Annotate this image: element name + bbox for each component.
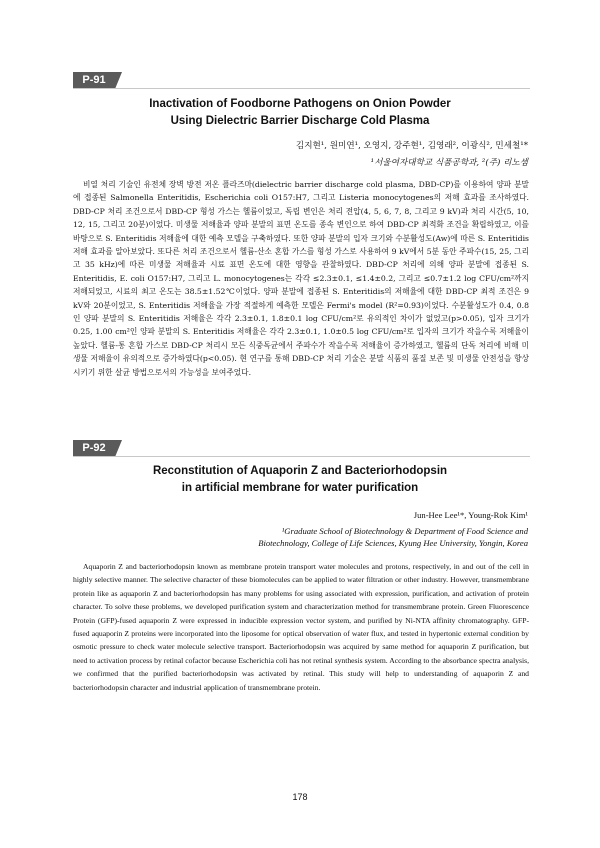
affiliation-line: ¹Graduate School of Biotechnology & Department of Food Science and: [281, 526, 528, 536]
abstract-title-line: in artificial membrane for water purification: [181, 482, 419, 494]
abstract-body: Aquaporin Z and bacteriorhodopsin known as membrane protein transport water molecules and protons, respectively, in and out of the cell in highly selective manner. The selective character of these biomolecules can be applied to water filtration or other industry. However, transmembrane protein like as aquaporin Z and bacteriorhodopsin has many problems for using associated with expression, purification, and activation of protein character. To solve these problems, we developed purification system and characterization method for transmembrane protein. Green Fluorescence Protein (GFP)-fused aquaporin Z were expressed in inducible expression vector system, and purified by Ni-NTA affinity chromatography. GFP-fused aquaporin Z proteins were incorporated into the liposome for optical observation of water flux, and tested in hypertonic external condition by osmotic pressure to check water molecule selective transport. Bacteriorhodopsin was acquired by same method for aquaporin Z purification, but need to activation process by retinal cofactor because Escherichia coli has not retinal synthesis system. According to the absorbance spectra analysis, we confirmed that the purified bacteriorhodopsin was activated by retinal. This study will help to understanding of aquaporin Z and bacteriorhodopsin character and industrial application of transmembrane protein.: [73, 562, 529, 692]
abstract-title-line: Using Dielectric Barrier Discharge Cold Plasma: [170, 115, 430, 127]
section-divider: [73, 456, 530, 457]
author-list: Jun-Hee Lee¹*, Young-Rok Kim¹: [413, 510, 528, 520]
affiliation: [258, 525, 528, 549]
page-number: 178: [292, 792, 308, 802]
abstract-code-badge: P-91: [73, 72, 115, 89]
abstract-title-line: Inactivation of Foodborne Pathogens on Onion Powder: [149, 98, 451, 110]
section-divider: [73, 88, 530, 89]
abstract-code-badge: P-92: [73, 440, 115, 457]
author-list: 김지현¹, 원미연¹, 오영지, 강주현¹, 김영래², 이광식², 민세철¹*: [295, 141, 528, 151]
affiliation: ¹서울여자대학교 식품공학과, ²(주) 리노셈: [370, 158, 528, 168]
abstract-title: [80, 463, 520, 497]
abstract-title: [80, 96, 520, 130]
affiliation-line: Biotechnology, College of Life Sciences, Kyung Hee University, Yongin, Korea: [258, 538, 528, 548]
abstract-title-line: Reconstitution of Aquaporin Z and Bacteriorhodopsin: [152, 465, 448, 477]
abstract-body: 비열 처리 기술인 유전체 장벽 방전 저온 플라즈마(dielectric barrier discharge cold plasma, DBD-CP)를 이용하여 양파 분말에 접종된 Salmonella Enteritidis, Escherichia coli O157:H7, 그리고 Listeria monocytogenes의 저해 효과를 조사하였다. DBD-CP 처리 조건으로서 DBD-CP 형성 가스는 헬륨이었고, 독립 변인은 처리 전압(4, 5, 6, 7, 8, 그리고 9 kV)과 처리 시간(5, 10, 12, 15, 그리고 20분)이었다. 미생물 저해율과 양파 분말의 표면 온도를 종속 변인으로 하여 DBD-CP 최적화 조건을 확립하였고, 이를 바탕으로 S. Enteritidis 저해율에 대한 예측 모델을 구축하였다. 또한 양파 분말의 입자 크기와 수분활성도(Aw)에 따른 S. Enteritidis 저해 효과를 알아보았다. 또다른 처리 조건으로서 헬륨-산소 혼합 가스를 형성 가스로 사용하여 9 kV에서 5분 동안 주파수(15, 25, 그리고 35 kHz)에 따른 미생물 저해율과 시료 표면 온도에 대한 영향을 관찰하였다. DBD-CP 처리에 의해 양파 분말에 접종된 S. Enteritidis, E. coli O157:H7, 그리고 L. monocytogenes는 각각 ≤2.3±0.1, ≤1.4±0.2, 그리고 ≤0.7±1.2 log CFU/cm²까지 저해되었고, 시료의 최고 온도는 38.5±1.52℃이었다. 양파 분말에 접종된 S. Enteritidis의 저해율에 대한 DBD-CP 최적 조건은 9 kV와 20분이었고, S. Enteritidis 저해율을 가장 적절하게 예측한 모델은 Fermi's model (R²=0.93)이었다. 수분활성도가 0.4, 0.8인 양파 분말의 S. Enteritidis 저해율은 각각 2.3±0.1, 1.8±0.1 log CFU/cm²로 유의적인 차이가 없었고(p>0.05), 입자 크기가 0.25, 1.00 cm²인 양파 분말의 S. Enteritidis 저해율은 각각 2.3±0.1, 1.0±0.5 log CFU/cm²로 입자의 크기가 작을수록 저해율이 높았다. 헬륨-통 혼합 가스로 DBD-CP 처리시 모든 식중독균에서 주파수가 작을수록 저해율이 증가하였고, 헬륨의 단독 처리에 비해 미생물 저해율이 유의적으로 증가하였다(p<0.05). 현 연구를 통해 DBD-CP 처리 기술은 분말 식품의 품질 보존 및 미생물 안전성을 향상시키기 위한 살균 방법으로서의 가능성을 보여주었다.: [73, 180, 529, 377]
